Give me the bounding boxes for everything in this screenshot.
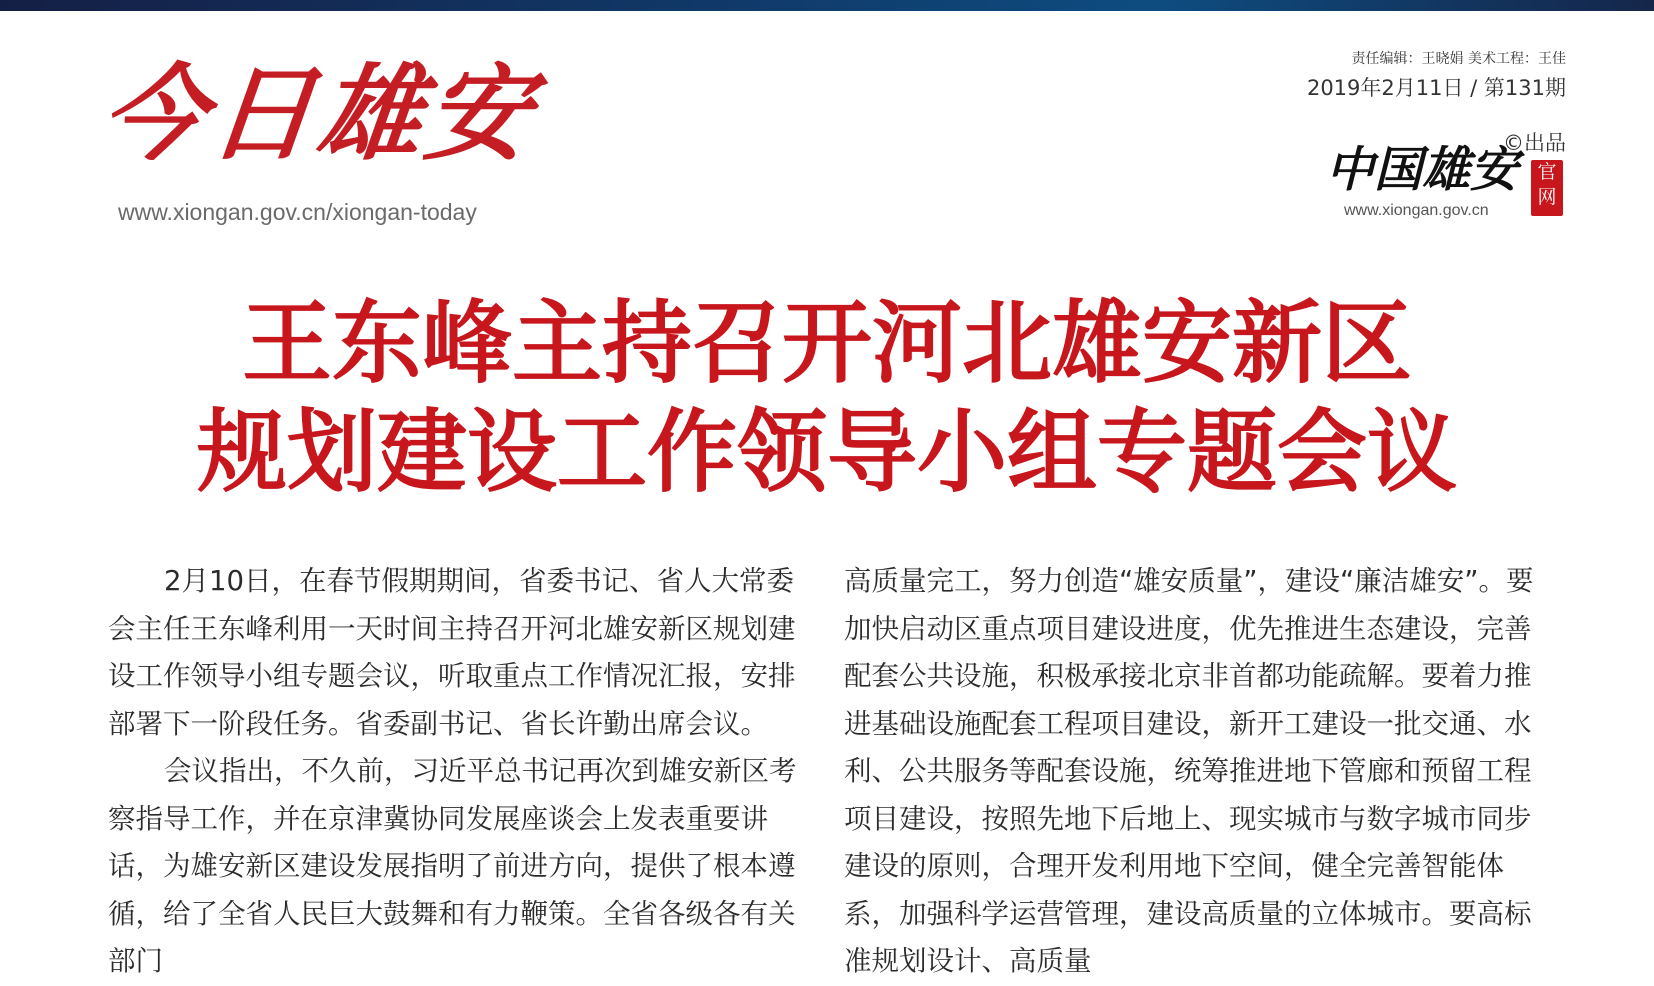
china-xiongan-logo: 中国雄安 xyxy=(1326,142,1519,198)
seal-char: 网 xyxy=(1537,186,1557,208)
body-left-column xyxy=(108,558,810,986)
paragraph: 高质量完工，努力创造“雄安质量”，建设“廉洁雄安”。要加快启动区重点项目建设进度，优先推进生态建设，完善配套公共设施，积极承接北京非首都功能疏解。要着力推进基础设施配套工程项目建设，新开工建设一批交通、水利、公共服务等配套设施，统筹推进地下管廊和预留工程项目建设，按照先地下后地上、现实城市与数字城市同步建设的原则，合理开发利用地下空间，健全完善智能体系，加强科学运营管理，建设高质量的立体城市。要高标准规划设计、高质量 xyxy=(844,565,1534,977)
top-bar xyxy=(0,0,1654,11)
headline-line-1: 王东峰主持召开河北雄安新区 xyxy=(242,290,1412,396)
date-issue: 2019年2月11日 / 第131期 xyxy=(1306,76,1566,100)
seal-char: 官 xyxy=(1537,161,1557,183)
today-xiongan-logo: 今日雄安 xyxy=(95,52,541,175)
body-right-column xyxy=(844,558,1546,986)
brand-url[interactable]: www.xiongan.gov.cn xyxy=(1344,202,1489,219)
official-seal-icon xyxy=(1531,160,1563,216)
headline-line-2: 规划建设工作领导小组专题会议 xyxy=(197,399,1457,505)
editors-credit: 责任编辑：王晓娟 美术工程：王佳 xyxy=(1351,51,1566,67)
paragraph: 2月10日，在春节假期期间，省委书记、省人大常委会主任王东峰利用一天时间主持召开河北雄安新区规划建设工作领导小组专题会议，听取重点工作情况汇报，安排部署下一阶段任务。省委副书记、省长许勤出席会议。 xyxy=(108,565,796,740)
paragraph: 会议指出，不久前，习近平总书记再次到雄安新区考察指导工作，并在京津冀协同发展座谈会上发表重要讲话，为雄安新区建设发展指明了前进方向，提供了根本遵循，给了全省人民巨大鼓舞和有力鞭策。全省各级各有关部门 xyxy=(108,755,797,977)
produced-by: ©出品 xyxy=(1503,131,1566,155)
logo-url[interactable]: www.xiongan.gov.cn/xiongan-today xyxy=(118,199,477,225)
